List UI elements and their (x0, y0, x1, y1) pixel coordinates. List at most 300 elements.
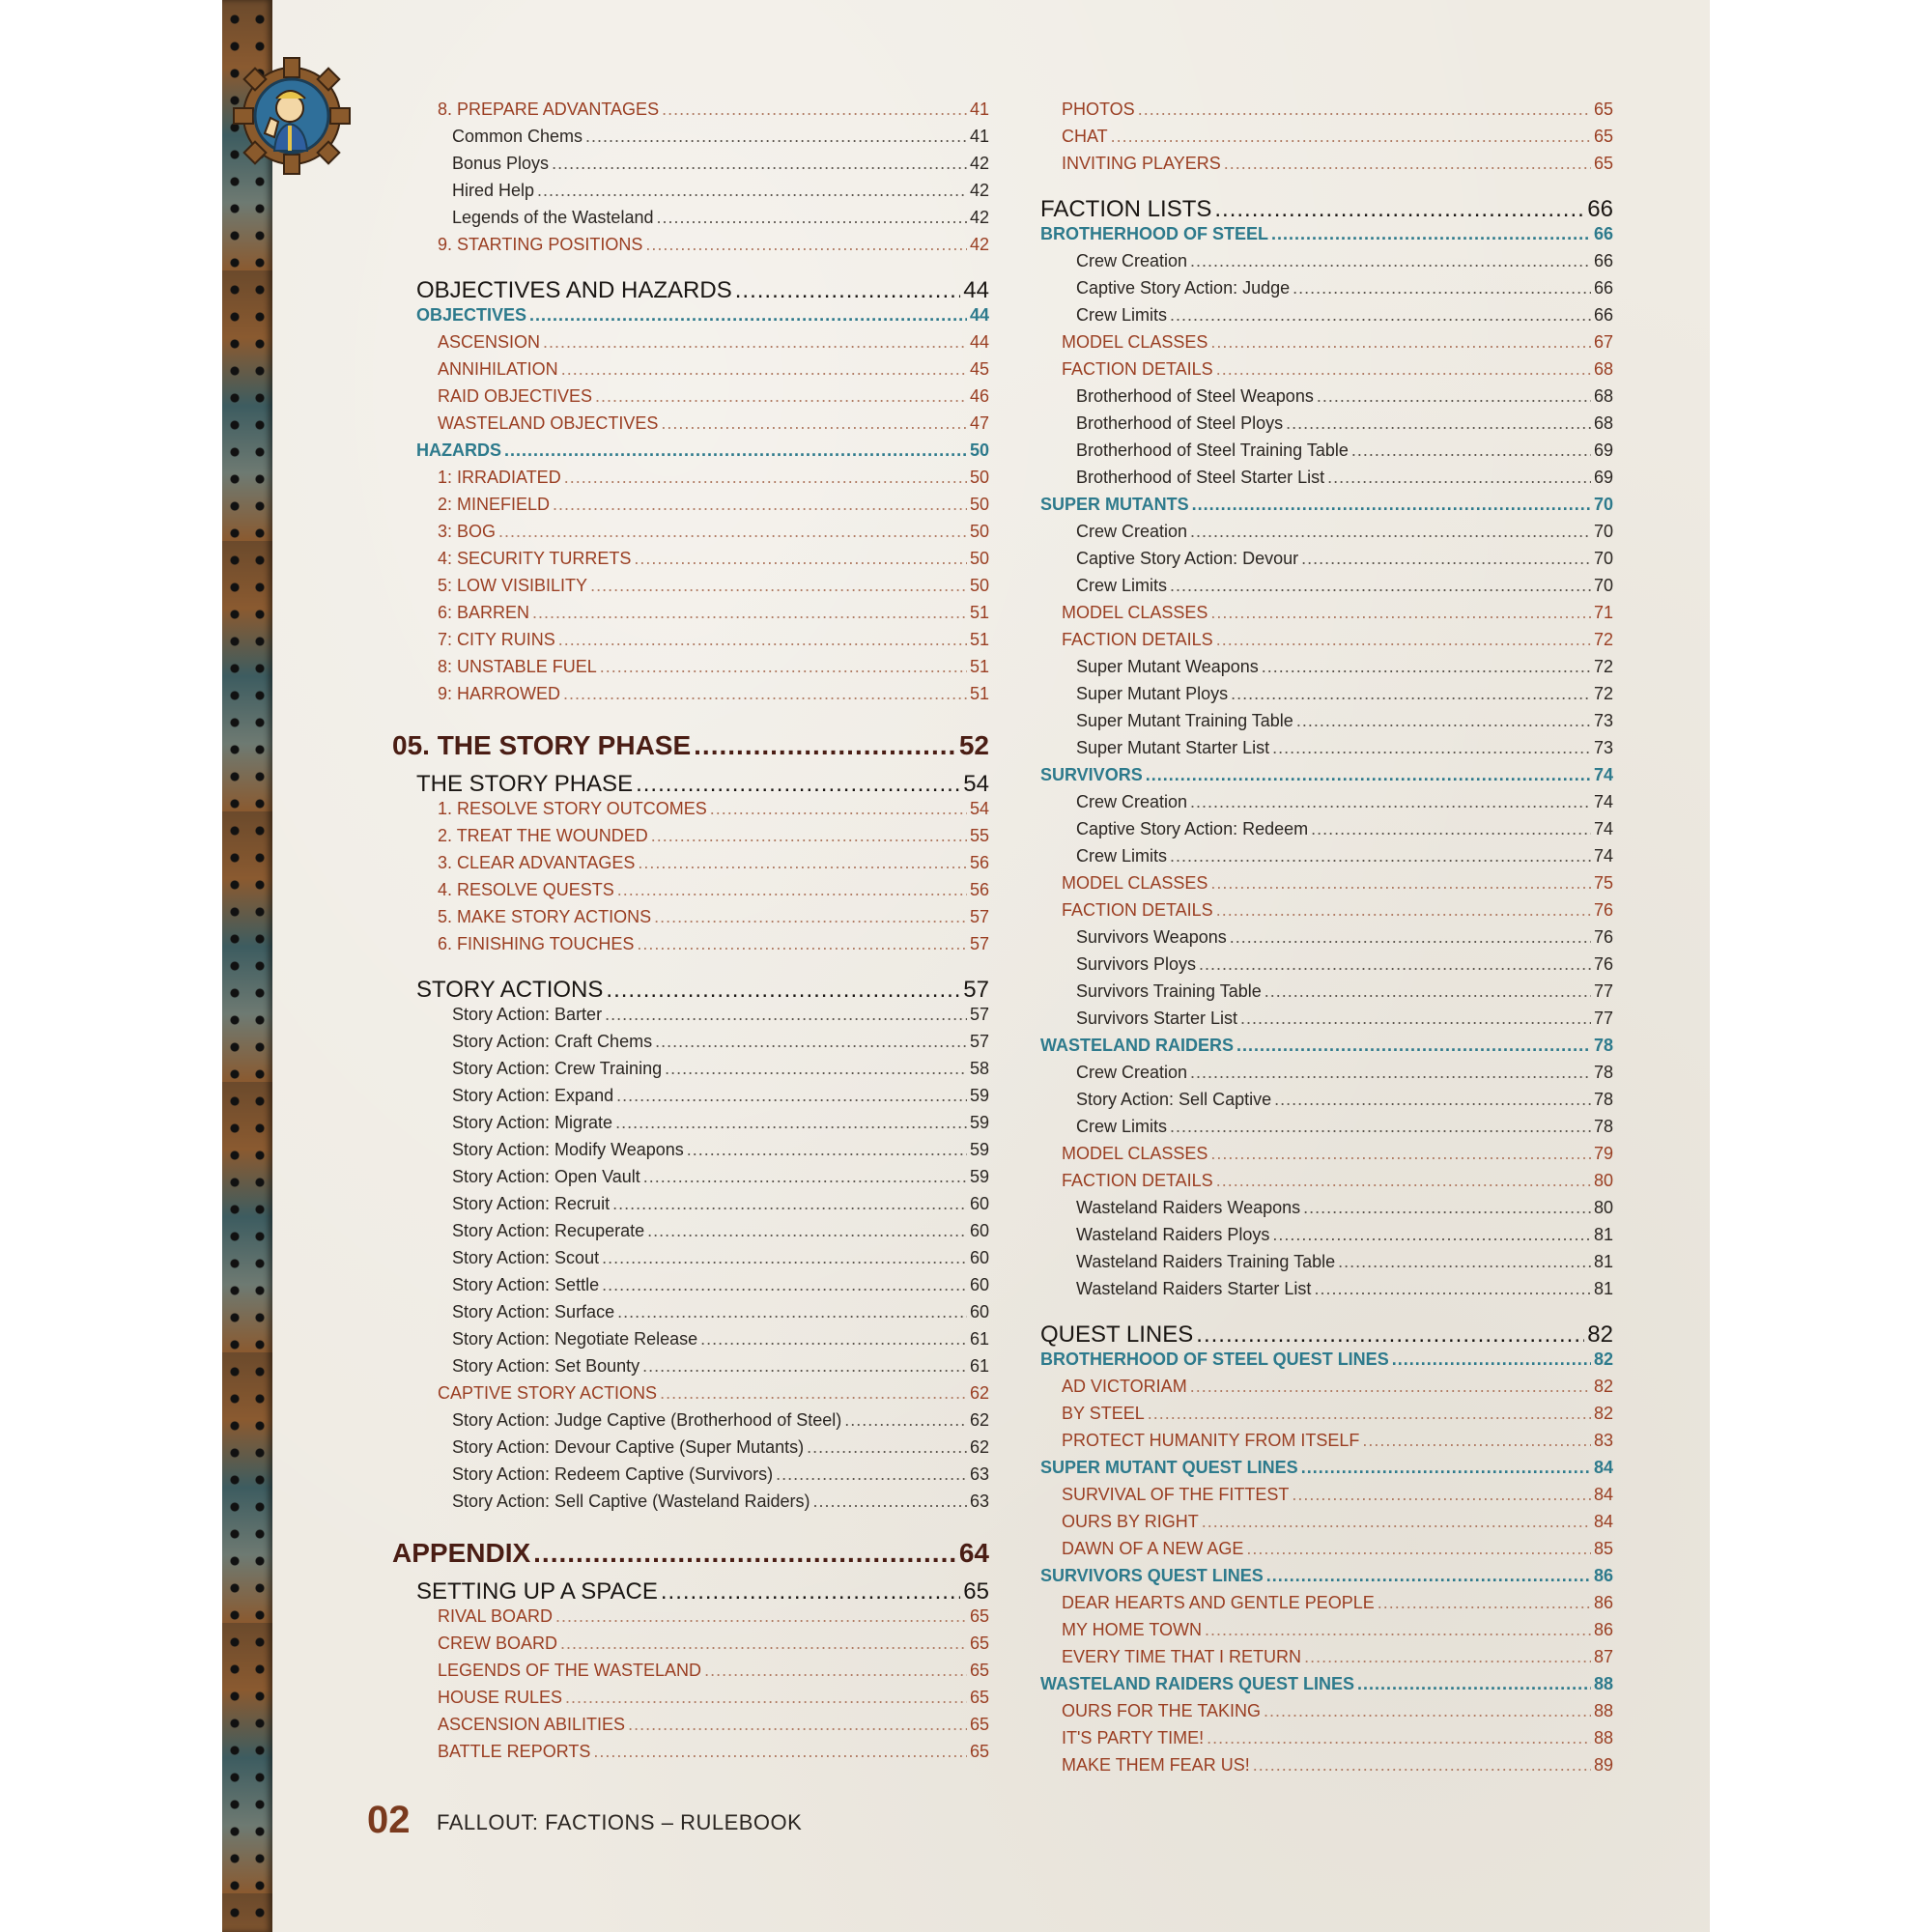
dot-leader (1214, 196, 1584, 223)
dot-leader (564, 468, 967, 488)
toc-entry-item[interactable] (1076, 1225, 1613, 1250)
dot-leader (616, 1086, 967, 1106)
toc-entry-item[interactable] (1076, 819, 1613, 844)
toc-entry-item[interactable] (452, 1113, 989, 1138)
toc-entry-title: Story Action: Set Bounty (452, 1356, 640, 1376)
toc-entry-item[interactable] (452, 1437, 989, 1463)
toc-entry-page: 63 (969, 1492, 989, 1511)
toc-entry-head[interactable] (416, 277, 989, 308)
toc-entry-page: 84 (1593, 1512, 1613, 1531)
toc-entry-sub[interactable] (438, 235, 989, 260)
dot-leader (1262, 657, 1591, 677)
dot-leader (643, 1167, 967, 1187)
toc-entry-item[interactable] (1076, 738, 1613, 763)
toc-entry-title: STORY ACTIONS (416, 977, 604, 1003)
toc-entry-sub[interactable] (1062, 127, 1613, 152)
toc-entry-item[interactable] (452, 1194, 989, 1219)
dot-leader (1199, 954, 1591, 975)
toc-entry-sub[interactable] (438, 522, 989, 547)
toc-entry-sub[interactable] (438, 1634, 989, 1659)
dot-leader (687, 1140, 967, 1160)
toc-entry-head[interactable] (416, 977, 989, 1008)
toc-entry-item[interactable] (452, 1492, 989, 1517)
toc-entry-title: Story Action: Negotiate Release (452, 1329, 698, 1349)
toc-entry-title: Captive Story Action: Devour (1076, 549, 1299, 568)
toc-entry-title: Common Chems (452, 127, 583, 146)
toc-entry-page: 66 (1593, 224, 1613, 243)
dot-leader (1314, 1279, 1591, 1299)
toc-entry-sub[interactable] (438, 907, 989, 932)
toc-entry-sub[interactable] (1062, 603, 1613, 628)
toc-entry-page: 60 (969, 1194, 989, 1213)
toc-entry-page: 83 (1593, 1431, 1613, 1450)
toc-entry-page: 72 (1593, 684, 1613, 703)
toc-entry-title: MY HOME TOWN (1062, 1620, 1203, 1639)
dot-leader (704, 1661, 967, 1681)
toc-entry-item[interactable] (452, 208, 989, 233)
toc-entry-page: 51 (969, 603, 989, 622)
toc-entry-page: 81 (1593, 1252, 1613, 1271)
toc-entry-title: Story Action: Open Vault (452, 1167, 640, 1186)
toc-entry-item[interactable] (452, 1329, 989, 1354)
toc-entry-sub[interactable] (438, 1606, 989, 1632)
dot-leader (844, 1410, 967, 1431)
toc-entry-cat[interactable] (416, 440, 989, 466)
toc-entry-cat[interactable] (1040, 1566, 1613, 1591)
toc-entry-sub[interactable] (1062, 1431, 1613, 1456)
toc-entry-page: 79 (1593, 1144, 1613, 1163)
toc-entry-item[interactable] (452, 1248, 989, 1273)
toc-entry-page: 65 (969, 1661, 989, 1680)
toc-entry-sub[interactable] (438, 549, 989, 574)
dot-leader (665, 1059, 967, 1079)
dot-leader (1231, 684, 1591, 704)
toc-entry-chap[interactable] (392, 730, 989, 765)
toc-entry-title: 2: MINEFIELD (438, 495, 551, 514)
toc-entry-page: 44 (969, 332, 989, 352)
toc-entry-sub[interactable] (438, 684, 989, 709)
dot-leader (1311, 819, 1591, 839)
toc-entry-title: FACTION DETAILS (1062, 359, 1213, 379)
toc-entry-title: Brotherhood of Steel Training Table (1076, 440, 1349, 460)
toc-entry-page: 82 (1593, 1404, 1613, 1423)
dot-leader (1272, 1225, 1591, 1245)
toc-entry-item[interactable] (1076, 1198, 1613, 1223)
toc-entry-title: 3. CLEAR ADVANTAGES (438, 853, 636, 872)
toc-entry-title: PHOTOS (1062, 99, 1135, 119)
dot-leader (662, 99, 967, 120)
dot-leader (807, 1437, 967, 1458)
toc-entry-sub[interactable] (1062, 873, 1613, 898)
dot-leader (628, 1715, 967, 1735)
toc-entry-cat[interactable] (1040, 495, 1613, 520)
toc-entry-item[interactable] (452, 1302, 989, 1327)
dot-leader (645, 235, 967, 255)
toc-entry-title: BROTHERHOOD OF STEEL (1040, 224, 1269, 243)
dot-leader (1304, 1647, 1591, 1667)
toc-entry-page: 46 (969, 386, 989, 406)
toc-entry-page: 65 (1593, 99, 1613, 119)
dot-leader (555, 1606, 967, 1627)
toc-entry-item[interactable] (1076, 1090, 1613, 1115)
toc-entry-page: 78 (1593, 1063, 1613, 1082)
toc-entry-page: 69 (1593, 468, 1613, 487)
toc-entry-title: Wasteland Raiders Ploys (1076, 1225, 1270, 1244)
toc-entry-item[interactable] (1076, 711, 1613, 736)
toc-entry-sub[interactable] (438, 576, 989, 601)
toc-entry-sub[interactable] (1062, 1593, 1613, 1618)
dot-leader (694, 730, 956, 761)
toc-entry-sub[interactable] (1062, 332, 1613, 357)
toc-entry-item[interactable] (452, 181, 989, 206)
toc-entry-title: Story Action: Judge Captive (Brotherhood of Steel) (452, 1410, 842, 1430)
toc-entry-sub[interactable] (438, 1383, 989, 1408)
toc-entry-page: 51 (969, 657, 989, 676)
toc-entry-title: Crew Limits (1076, 1117, 1168, 1136)
toc-entry-title: Story Action: Scout (452, 1248, 600, 1267)
toc-entry-chap[interactable] (392, 1538, 989, 1573)
toc-entry-sub[interactable] (1062, 99, 1613, 125)
dot-leader (593, 1742, 967, 1762)
toc-entry-title: RIVAL BOARD (438, 1606, 554, 1626)
toc-entry-item[interactable] (452, 1410, 989, 1435)
toc-entry-page: 85 (1593, 1539, 1613, 1558)
dot-leader (1196, 1321, 1584, 1349)
toc-entry-title: Story Action: Migrate (452, 1113, 613, 1132)
toc-entry-sub[interactable] (438, 657, 989, 682)
toc-entry-title: Story Action: Barter (452, 1005, 603, 1024)
toc-entry-item[interactable] (1076, 954, 1613, 980)
toc-entry-title: Hired Help (452, 181, 535, 200)
toc-entry-sub[interactable] (438, 1688, 989, 1713)
dot-leader (1170, 576, 1591, 596)
toc-entry-sub[interactable] (1062, 1171, 1613, 1196)
toc-entry-sub[interactable] (438, 603, 989, 628)
toc-entry-title: 4. RESOLVE QUESTS (438, 880, 614, 899)
toc-entry-sub[interactable] (438, 853, 989, 878)
toc-entry-title: INVITING PLAYERS (1062, 154, 1221, 173)
dot-leader (1216, 630, 1591, 650)
toc-entry-title: Survivors Ploys (1076, 954, 1197, 974)
dot-leader (661, 413, 967, 434)
toc-entry-item[interactable] (1076, 1063, 1613, 1088)
toc-entry-sub[interactable] (438, 1742, 989, 1767)
toc-entry-item[interactable] (1076, 846, 1613, 871)
toc-entry-page: 47 (969, 413, 989, 433)
toc-entry-item[interactable] (452, 1356, 989, 1381)
dot-leader (585, 127, 967, 147)
toc-entry-title: Story Action: Redeem Captive (Survivors) (452, 1464, 774, 1484)
toc-entry-sub[interactable] (1062, 1512, 1613, 1537)
toc-entry-item[interactable] (1076, 305, 1613, 330)
toc-entry-sub[interactable] (1062, 900, 1613, 925)
toc-entry-sub[interactable] (438, 495, 989, 520)
dot-leader (1274, 1090, 1591, 1110)
toc-entry-item[interactable] (452, 1086, 989, 1111)
dot-leader (1216, 900, 1591, 921)
toc-entry-page: 57 (969, 907, 989, 926)
toc-entry-page: 50 (969, 576, 989, 595)
toc-entry-item[interactable] (1076, 440, 1613, 466)
toc-entry-page: 44 (969, 305, 989, 325)
toc-entry-sub[interactable] (438, 1715, 989, 1740)
toc-entry-sub[interactable] (438, 359, 989, 384)
toc-entry-title: ASCENSION ABILITIES (438, 1715, 626, 1734)
toc-entry-title: Brotherhood of Steel Starter List (1076, 468, 1325, 487)
dot-leader (560, 1634, 967, 1654)
toc-entry-page: 41 (969, 99, 989, 119)
toc-entry-sub[interactable] (438, 1661, 989, 1686)
dot-leader (1210, 1144, 1591, 1164)
toc-entry-page: 87 (1593, 1647, 1613, 1666)
toc-entry-head[interactable] (416, 771, 989, 802)
dot-leader (654, 907, 967, 927)
dot-leader (590, 576, 967, 596)
toc-entry-item[interactable] (1076, 927, 1613, 952)
dot-leader (602, 1248, 967, 1268)
toc-entry-page: 80 (1593, 1198, 1613, 1217)
dot-leader (1210, 332, 1591, 353)
toc-entry-item[interactable] (1076, 684, 1613, 709)
dot-leader (1170, 1117, 1591, 1137)
toc-entry-item[interactable] (452, 1221, 989, 1246)
toc-entry-item[interactable] (452, 1140, 989, 1165)
toc-entry-item[interactable] (1076, 549, 1613, 574)
toc-entry-item[interactable] (452, 1167, 989, 1192)
toc-entry-title: 5. MAKE STORY ACTIONS (438, 907, 652, 926)
toc-entry-title: LEGENDS OF THE WASTELAND (438, 1661, 702, 1680)
toc-entry-sub[interactable] (1062, 1144, 1613, 1169)
dot-leader (552, 154, 967, 174)
toc-entry-title: Wasteland Raiders Weapons (1076, 1198, 1301, 1217)
toc-entry-cat[interactable] (1040, 1674, 1613, 1699)
dot-leader (615, 1113, 967, 1133)
toc-entry-title: Captive Story Action: Judge (1076, 278, 1291, 298)
toc-entry-page: 42 (969, 181, 989, 200)
toc-entry-sub[interactable] (438, 468, 989, 493)
toc-entry-page: 60 (969, 1221, 989, 1240)
toc-entry-item[interactable] (452, 1464, 989, 1490)
toc-entry-cat[interactable] (416, 305, 989, 330)
toc-entry-sub[interactable] (438, 630, 989, 655)
toc-entry-title: Story Action: Recruit (452, 1194, 611, 1213)
dot-leader (1190, 522, 1591, 542)
dot-leader (605, 1005, 967, 1025)
toc-entry-sub[interactable] (1062, 630, 1613, 655)
dot-leader (533, 1538, 956, 1569)
toc-entry-sub[interactable] (438, 934, 989, 959)
dot-leader (537, 181, 967, 201)
dot-leader (1192, 495, 1591, 515)
toc-entry-title: MAKE THEM FEAR US! (1062, 1755, 1250, 1775)
toc-entry-title: Story Action: Surface (452, 1302, 615, 1321)
toc-entry-item[interactable] (1076, 1279, 1613, 1304)
toc-entry-title: 4: SECURITY TURRETS (438, 549, 632, 568)
toc-entry-cat[interactable] (1040, 1350, 1613, 1375)
toc-entry-cat[interactable] (1040, 765, 1613, 790)
dot-leader (660, 1383, 967, 1404)
toc-entry-title: SUPER MUTANT QUEST LINES (1040, 1458, 1298, 1477)
toc-entry-title: Crew Creation (1076, 251, 1188, 270)
dot-leader (813, 1492, 967, 1512)
toc-entry-page: 70 (1593, 576, 1613, 595)
toc-entry-item[interactable] (1076, 657, 1613, 682)
toc-entry-cat[interactable] (1040, 1458, 1613, 1483)
dot-leader (700, 1329, 967, 1350)
dot-leader (1236, 1036, 1591, 1056)
toc-entry-item[interactable] (452, 1032, 989, 1057)
toc-entry-sub[interactable] (1062, 1539, 1613, 1564)
toc-entry-item[interactable] (452, 1059, 989, 1084)
toc-entry-sub[interactable] (1062, 1755, 1613, 1780)
toc-entry-item[interactable] (1076, 576, 1613, 601)
toc-entry-page: 84 (1593, 1458, 1613, 1477)
toc-entry-sub[interactable] (438, 799, 989, 824)
toc-entry-title: SURVIVORS QUEST LINES (1040, 1566, 1264, 1585)
dot-leader (1170, 846, 1591, 867)
toc-entry-page: 57 (963, 977, 989, 1003)
toc-entry-page: 65 (1593, 154, 1613, 173)
dot-leader (561, 359, 967, 380)
dot-leader (617, 880, 967, 900)
dot-leader (1272, 738, 1591, 758)
toc-entry-head[interactable] (416, 1578, 989, 1609)
dot-leader (1224, 154, 1591, 174)
toc-entry-sub[interactable] (1062, 1620, 1613, 1645)
toc-entry-title: Story Action: Craft Chems (452, 1032, 653, 1051)
toc-entry-page: 66 (1593, 278, 1613, 298)
toc-entry-page: 52 (958, 730, 989, 760)
toc-entry-item[interactable] (452, 1275, 989, 1300)
toc-entry-title: 1. RESOLVE STORY OUTCOMES (438, 799, 707, 818)
toc-entry-page: 82 (1593, 1350, 1613, 1369)
toc-entry-item[interactable] (1076, 1117, 1613, 1142)
toc-entry-item[interactable] (1076, 251, 1613, 276)
toc-entry-page: 73 (1593, 738, 1613, 757)
toc-entry-sub[interactable] (438, 880, 989, 905)
toc-entry-item[interactable] (452, 154, 989, 179)
toc-entry-sub[interactable] (438, 826, 989, 851)
toc-entry-page: 50 (969, 522, 989, 541)
toc-entry-title: Captive Story Action: Redeem (1076, 819, 1309, 838)
toc-entry-page: 88 (1593, 1701, 1613, 1720)
dot-leader (1230, 927, 1591, 948)
toc-entry-page: 50 (969, 495, 989, 514)
toc-entry-sub[interactable] (1062, 154, 1613, 179)
dot-leader (1351, 440, 1591, 461)
toc-entry-sub[interactable] (1062, 1701, 1613, 1726)
toc-entry-cat[interactable] (1040, 224, 1613, 249)
toc-entry-item[interactable] (1076, 1009, 1613, 1034)
toc-entry-sub[interactable] (1062, 1647, 1613, 1672)
toc-entry-sub[interactable] (1062, 1404, 1613, 1429)
toc-entry-title: IT'S PARTY TIME! (1062, 1728, 1205, 1747)
dot-leader (565, 1688, 967, 1708)
toc-entry-page: 62 (969, 1437, 989, 1457)
toc-entry-item[interactable] (452, 1005, 989, 1030)
toc-entry-item[interactable] (1076, 522, 1613, 547)
toc-entry-title: Legends of the Wasteland (452, 208, 654, 227)
toc-entry-item[interactable] (1076, 413, 1613, 439)
dot-leader (1190, 1063, 1591, 1083)
toc-entry-page: 65 (969, 1742, 989, 1761)
toc-entry-item[interactable] (1076, 468, 1613, 493)
toc-entry-head[interactable] (1040, 1321, 1613, 1352)
toc-entry-title: THE STORY PHASE (416, 771, 634, 797)
toc-entry-title: QUEST LINES (1040, 1321, 1194, 1348)
toc-entry-title: CAPTIVE STORY ACTIONS (438, 1383, 658, 1403)
toc-entry-title: 6: BARREN (438, 603, 530, 622)
toc-entry-item[interactable] (1076, 1252, 1613, 1277)
toc-entry-page: 71 (1593, 603, 1613, 622)
toc-entry-page: 74 (1593, 792, 1613, 811)
dot-leader (735, 277, 961, 304)
toc-entry-title: MODEL CLASSES (1062, 873, 1208, 893)
toc-entry-page: 63 (969, 1464, 989, 1484)
dot-leader (1327, 468, 1591, 488)
toc-entry-sub[interactable] (1062, 1377, 1613, 1402)
toc-entry-title: OBJECTIVES AND HAZARDS (416, 277, 732, 303)
toc-entry-item[interactable] (1076, 386, 1613, 412)
toc-entry-head[interactable] (1040, 196, 1613, 227)
dot-leader (1296, 711, 1591, 731)
toc-entry-page: 66 (1593, 251, 1613, 270)
toc-entry-title: Story Action: Recuperate (452, 1221, 645, 1240)
toc-entry-item[interactable] (1076, 792, 1613, 817)
toc-entry-page: 88 (1593, 1674, 1613, 1693)
dot-leader (1301, 549, 1591, 569)
dot-leader (1293, 278, 1591, 298)
dot-leader (651, 826, 967, 846)
toc-entry-title: MODEL CLASSES (1062, 1144, 1208, 1163)
toc-entry-sub[interactable] (438, 99, 989, 125)
dot-leader (1210, 873, 1591, 894)
dot-leader (553, 495, 967, 515)
toc-entry-page: 65 (969, 1606, 989, 1626)
toc-entry-sub[interactable] (438, 386, 989, 412)
toc-entry-page: 59 (969, 1140, 989, 1159)
dot-leader (498, 522, 967, 542)
toc-entry-title: FACTION DETAILS (1062, 1171, 1213, 1190)
toc-entry-sub[interactable] (438, 413, 989, 439)
toc-entry-title: 7: CITY RUINS (438, 630, 555, 649)
dot-leader (600, 657, 967, 677)
toc-entry-sub[interactable] (1062, 1485, 1613, 1510)
toc-entry-sub[interactable] (1062, 359, 1613, 384)
toc-entry-title: 2. TREAT THE WOUNDED (438, 826, 648, 845)
toc-entry-page: 60 (969, 1248, 989, 1267)
toc-entry-title: 8. PREPARE ADVANTAGES (438, 99, 660, 119)
dot-leader (1264, 1701, 1591, 1721)
toc-entry-item[interactable] (1076, 981, 1613, 1007)
toc-entry-page: 62 (969, 1383, 989, 1403)
toc-entry-page: 57 (969, 1005, 989, 1024)
dot-leader (1292, 1485, 1591, 1505)
toc-entry-title: APPENDIX (392, 1538, 531, 1568)
toc-entry-item[interactable] (1076, 278, 1613, 303)
toc-entry-page: 86 (1593, 1566, 1613, 1585)
toc-entry-sub[interactable] (1062, 1728, 1613, 1753)
toc-entry-sub[interactable] (438, 332, 989, 357)
dot-leader (1266, 1566, 1591, 1586)
toc-entry-title: Story Action: Expand (452, 1086, 614, 1105)
toc-entry-page: 68 (1593, 413, 1613, 433)
toc-entry-page: 76 (1593, 900, 1613, 920)
dot-leader (1362, 1431, 1591, 1451)
toc-entry-page: 67 (1593, 332, 1613, 352)
toc-entry-item[interactable] (452, 127, 989, 152)
toc-entry-cat[interactable] (1040, 1036, 1613, 1061)
